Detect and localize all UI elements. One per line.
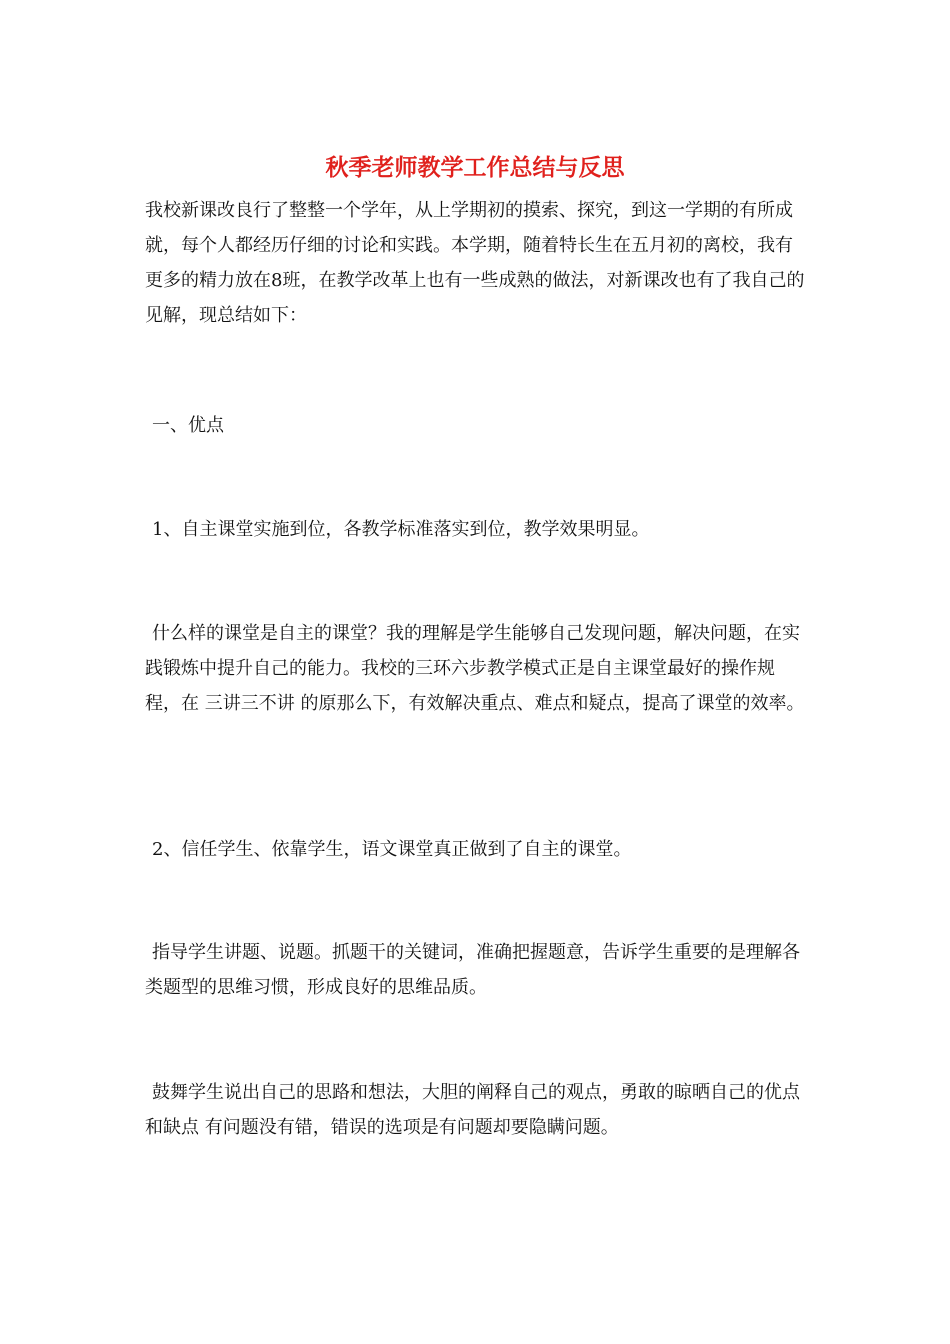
- item1-body-paragraph: [145, 616, 810, 721]
- document-title: 秋季老师教学工作总结与反思: [325, 155, 625, 181]
- item2-heading: 2、信任学生、依靠学生，语文课堂真正做到了自主的课堂。: [152, 839, 632, 860]
- item2-body2-text: 鼓舞学生说出自己的思路和想法，大胆的阐释自己的观点，勇敢的晾晒自己的优点和缺点 有问题没有错，错误的选项是有问题却要隐瞒问题。: [145, 1082, 800, 1138]
- intro-paragraph: 我校新课改良行了整整一个学年，从上学期初的摸索、探究，到这一学期的有所成就，每个人都经历仔细的讨论和实践。本学期，随着特长生在五月初的离校，我有更多的精力放在8班，在教学改革上也有一些成熟的做法，对新课改也有了我自己的见解，现总结如下：: [145, 200, 805, 326]
- item2-body-paragraph: [145, 935, 810, 1005]
- item1-body-text: 什么样的课堂是自主的课堂？我的理解是学生能够自己发现问题，解决问题，在实践锻炼中提升自己的能力。我校的三环六步教学模式正是自主课堂最好的操作规程，在 三讲三不讲 的原那么下，有效解决重点、难点和疑点，提高了课堂的效率。: [145, 623, 805, 714]
- item2-body2-paragraph: [145, 1075, 810, 1145]
- item2-body-text: 指导学生讲题、说题。抓题干的关键词，准确把握题意，告诉学生重要的是理解各类题型的思维习惯，形成良好的思维品质。: [145, 942, 800, 998]
- item1-heading: 1、自主课堂实施到位，各教学标准落实到位，教学效果明显。: [152, 519, 650, 540]
- section-heading-strengths: 一、优点: [152, 415, 224, 436]
